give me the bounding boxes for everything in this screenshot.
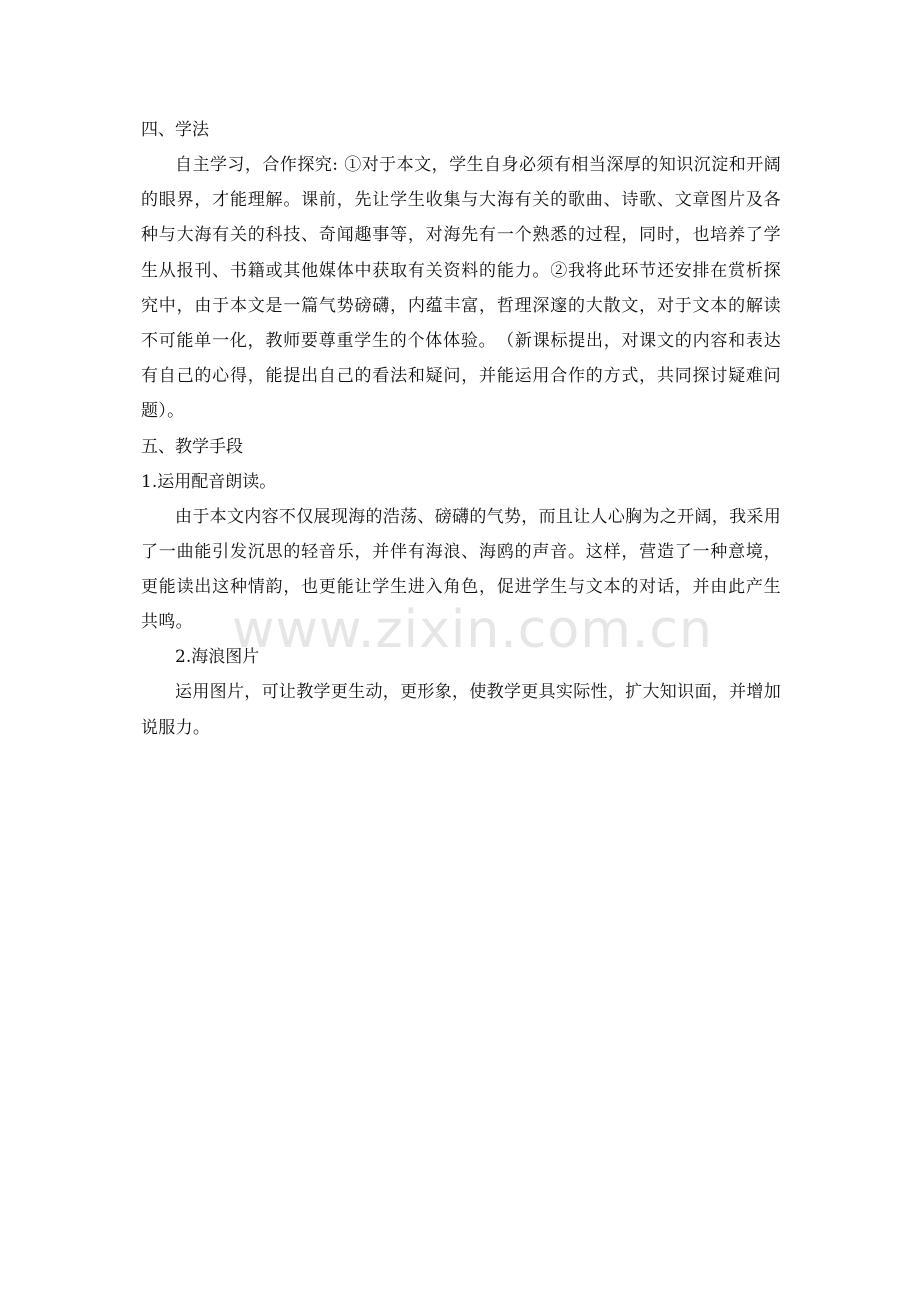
item-title-wave-pictures: 2.海浪图片	[175, 647, 260, 668]
watermark-text: www.zixin.com.cn	[232, 600, 713, 660]
dubbed-reading-paragraph: 由于本文内容不仅展现海的浩荡、磅礴的气势，而且让人心胸为之开阔，我采用了一曲能引发沉思的轻音乐，并伴有海浪、海鸥的声音。这样，营造了一种意境，更能读出这种情韵，也更能让学生进入角色，促进学生与文本的对话，并由此产生共鸣。	[141, 506, 781, 633]
section-heading-study-method: 四、学法	[141, 120, 209, 140]
section-heading-teaching-means: 五、教学手段	[141, 436, 243, 457]
item-title-dubbed-reading: 1.运用配音朗读。	[141, 471, 277, 492]
wave-pictures-paragraph: 运用图片，可让教学更生动，更形象，使教学更具实际性，扩大知识面，并增加说服力。	[141, 682, 781, 738]
study-method-paragraph: 自主学习，合作探究: ①对于本文，学生自身必须有相当深厚的知识沉淀和开阔的眼界，才能理解。课前，先让学生收集与大海有关的歌曲、诗歌、文章图片及各种与大海有关的科技、奇闻趣事等，对海先有一个熟悉的过程，同时，也培养了学生从报刊、书籍或其他媒体中获取有关资料的能力。②我将此环节还安排在赏析探究中，由于本文是一篇气势磅礴，内蕴丰富，哲理深邃的大散文，对于文本的解读不可能单一化，教师要尊重学生的个体体验。 （新课标提出，对课文的内容和表达有自己的心得，能提出自己的看法和疑问，并能运用合作的方式，共同探讨疑难问题）。	[141, 155, 781, 422]
